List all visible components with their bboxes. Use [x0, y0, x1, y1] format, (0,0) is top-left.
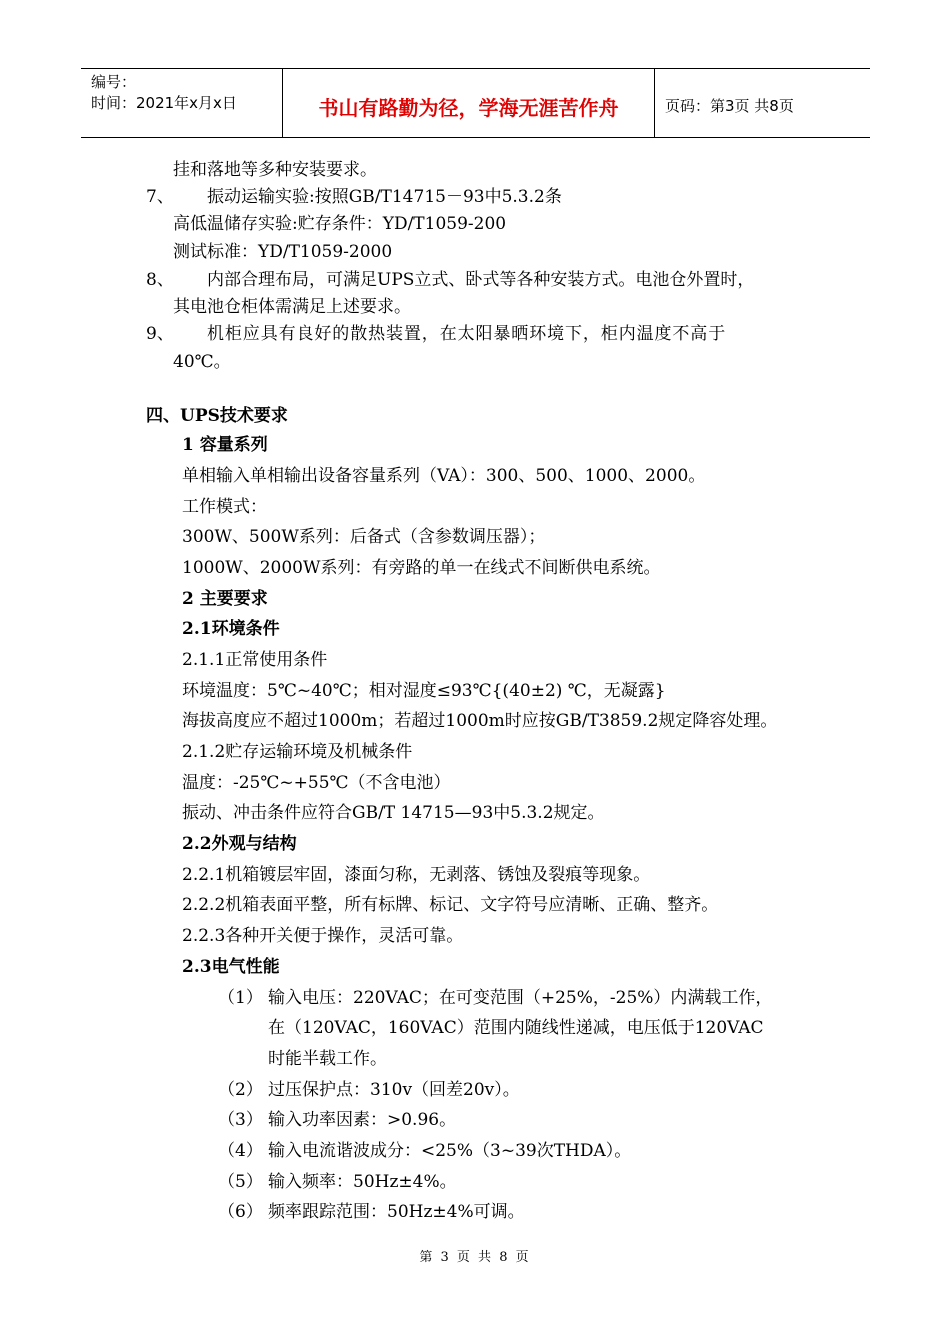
text-line: 2.2.1机箱镀层牢固，漆面匀称，无剥落、锈蚀及裂痕等现象。	[182, 865, 651, 885]
text-line: 海拔高度应不超过1000m；若超过1000m时应按GB/T3859.2规定降容处理。	[182, 711, 778, 731]
text-line: 时能半载工作。	[268, 1049, 387, 1069]
time-label: 时间：2021年x月x日	[91, 94, 237, 112]
text-line: 环境温度：5℃~40℃；相对湿度≤93℃{(40±2) ℃，无凝露}	[182, 681, 666, 701]
text-line: 挂和落地等多种安装要求。	[173, 160, 377, 180]
text-line: 300W、500W系列：后备式（含参数调压器）；	[182, 527, 546, 547]
item-number: （6）	[218, 1202, 263, 1222]
text-line: 其电池仓柜体需满足上述要求。	[173, 297, 411, 317]
subsection-heading: 1 容量系列	[182, 435, 268, 455]
item-number: （1）	[218, 988, 263, 1008]
text-line: 2.2.2机箱表面平整，所有标牌、标记、文字符号应清晰、正确、整齐。	[182, 895, 719, 915]
text-line: 机柜应具有良好的散热装置，在太阳暴晒环境下，柜内温度不高于	[207, 324, 727, 344]
code-label: 编号：	[91, 73, 137, 91]
text-line: 工作模式：	[182, 497, 267, 517]
item-number: （4）	[218, 1141, 263, 1161]
header-meta	[81, 69, 283, 137]
item-number: （2）	[218, 1080, 263, 1100]
subsection-heading: 2.2外观与结构	[182, 834, 297, 854]
text-line: 单相输入单相输出设备容量系列（VA）：300、500、1000、2000。	[182, 466, 706, 486]
subsection-heading: 2.3电气性能	[182, 957, 280, 977]
page-header	[81, 68, 870, 138]
text-line: 1000W、2000W系列：有旁路的单一在线式不间断供电系统。	[182, 558, 661, 578]
text-line: 振动运输实验:按照GB/T14715－93中5.3.2条	[207, 187, 562, 207]
text-line: 频率跟踪范围：50Hz±4%可调。	[268, 1202, 525, 1222]
text-line: 振动、冲击条件应符合GB/T 14715—93中5.3.2规定。	[182, 803, 605, 823]
header-motto: 书山有路勤为径，学海无涯苦作舟	[283, 69, 655, 137]
page-footer: 第 3 页 共 8 页	[419, 1250, 531, 1265]
subsection-heading: 2.1环境条件	[182, 619, 280, 639]
text-line: 输入功率因素：>0.96。	[268, 1110, 457, 1130]
text-line: 高低温储存实验:贮存条件：YD/T1059-200	[173, 214, 507, 234]
text-line: 2.2.3各种开关便于操作，灵活可靠。	[182, 926, 464, 946]
text-line: 在（120VAC，160VAC）范围内随线性递减，电压低于120VAC	[268, 1018, 764, 1038]
text-line: 输入电压：220VAC；在可变范围（+25%，-25%）内满载工作，	[268, 988, 773, 1008]
header-page-info: 页码：第3页 共8页	[665, 96, 794, 115]
text-line: 输入电流谐波成分：<25%（3~39次THDA）。	[268, 1141, 632, 1161]
item-number: 9、	[146, 324, 174, 344]
text-line: 测试标准：YD/T1059-2000	[173, 242, 393, 262]
item-number: 7、	[146, 187, 174, 207]
text-line: 温度：-25℃~+55℃（不含电池）	[182, 773, 451, 793]
item-number: （5）	[218, 1172, 263, 1192]
item-number: 8、	[146, 270, 174, 290]
text-line: 2.1.1正常使用条件	[182, 650, 328, 670]
item-number: （3）	[218, 1110, 263, 1130]
text-line: 内部合理布局，可满足UPS立式、卧式等各种安装方式。电池仓外置时，	[207, 270, 755, 290]
text-line: 过压保护点：310v（回差20v）。	[268, 1080, 520, 1100]
section-heading: 四、UPS技术要求	[146, 406, 288, 426]
subsection-heading: 2 主要要求	[182, 589, 268, 609]
text-line: 2.1.2贮存运输环境及机械条件	[182, 742, 413, 762]
text-line: 输入频率：50Hz±4%。	[268, 1172, 457, 1192]
text-line: 40℃。	[173, 352, 231, 372]
